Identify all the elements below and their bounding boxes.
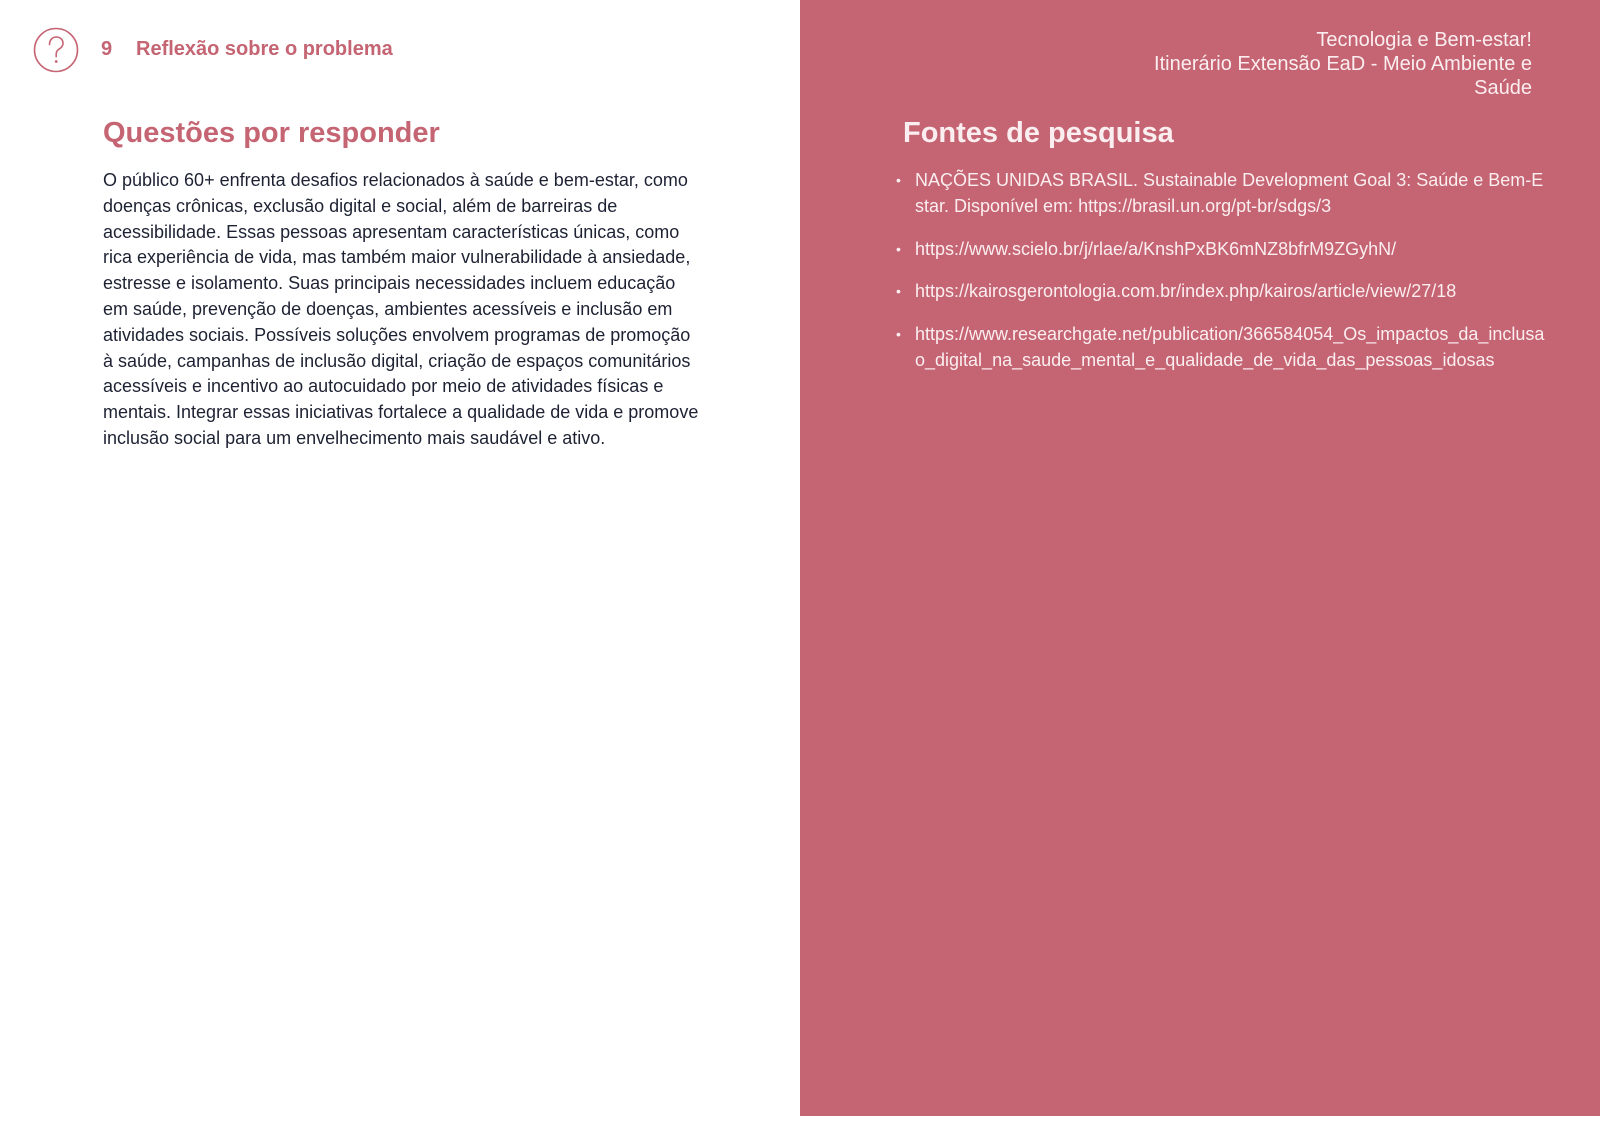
sources-heading: Fontes de pesquisa: [903, 117, 1174, 149]
reference-item: [896, 322, 1546, 374]
bullet-icon: •: [896, 283, 901, 300]
reference-link[interactable]: https://www.researchgate.net/publication/366584054_Os_impactos_da_inclusao_digital_na_saude_mental_e_qualidade_de_vida_das_pessoas_idosas: [915, 324, 1545, 370]
document-title-line: Tecnologia e Bem-estar!: [1316, 29, 1532, 51]
document-title: [1092, 28, 1532, 100]
reference-item: [896, 168, 1546, 220]
questions-body: O público 60+ enfrenta desafios relacionados à saúde e bem-estar, como doenças crônicas, exclusão digital e social, além de barreiras de acessibilidade. Essas pessoas apresentam características únicas, como rica experiência de vida, mas também maior vulnerabilidade à ansiedade, estresse e isolamento. Suas principais necessidades incluem educação em saúde, prevenção de doenças, ambientes acessíveis e inclusão em atividades sociais. Possíveis soluções envolvem programas de promoção à saúde, campanhas de inclusão digital, criação de espaços comunitários acessíveis e incentivo ao autocuidado por meio de atividades físicas e mentais. Integrar essas iniciativas fortalece a qualidade de vida e promove inclusão social para um envelhecimento mais saudável e ativo.: [103, 170, 699, 448]
reference-list: [896, 168, 1546, 391]
left-page: [0, 0, 800, 1116]
reference-link[interactable]: https://kairosgerontologia.com.br/index.php/kairos/article/view/27/18: [915, 281, 1457, 302]
bullet-icon: •: [896, 326, 901, 343]
questions-heading: Questões por responder: [103, 117, 440, 149]
document-title-line: Itinerário Extensão EaD - Meio Ambiente e: [1154, 53, 1532, 75]
reference-text: NAÇÕES UNIDAS BRASIL. Sustainable Development Goal 3: Saúde e Bem-Estar. Disponível em: https://brasil.un.org/pt-br/sdgs/3: [915, 170, 1544, 216]
question-circle-icon: [33, 27, 79, 73]
reference-item: [896, 237, 1546, 263]
document-title-line: Saúde: [1474, 77, 1532, 99]
bullet-icon: •: [896, 240, 901, 257]
reference-item: [896, 279, 1546, 305]
bullet-icon: •: [896, 172, 901, 188]
section-number: 9: [101, 38, 113, 60]
reference-link[interactable]: https://www.scielo.br/j/rlae/a/KnshPxBK6mNZ8bfrM9ZGyhN/: [915, 238, 1397, 259]
section-title: Reflexão sobre o problema: [136, 38, 393, 60]
